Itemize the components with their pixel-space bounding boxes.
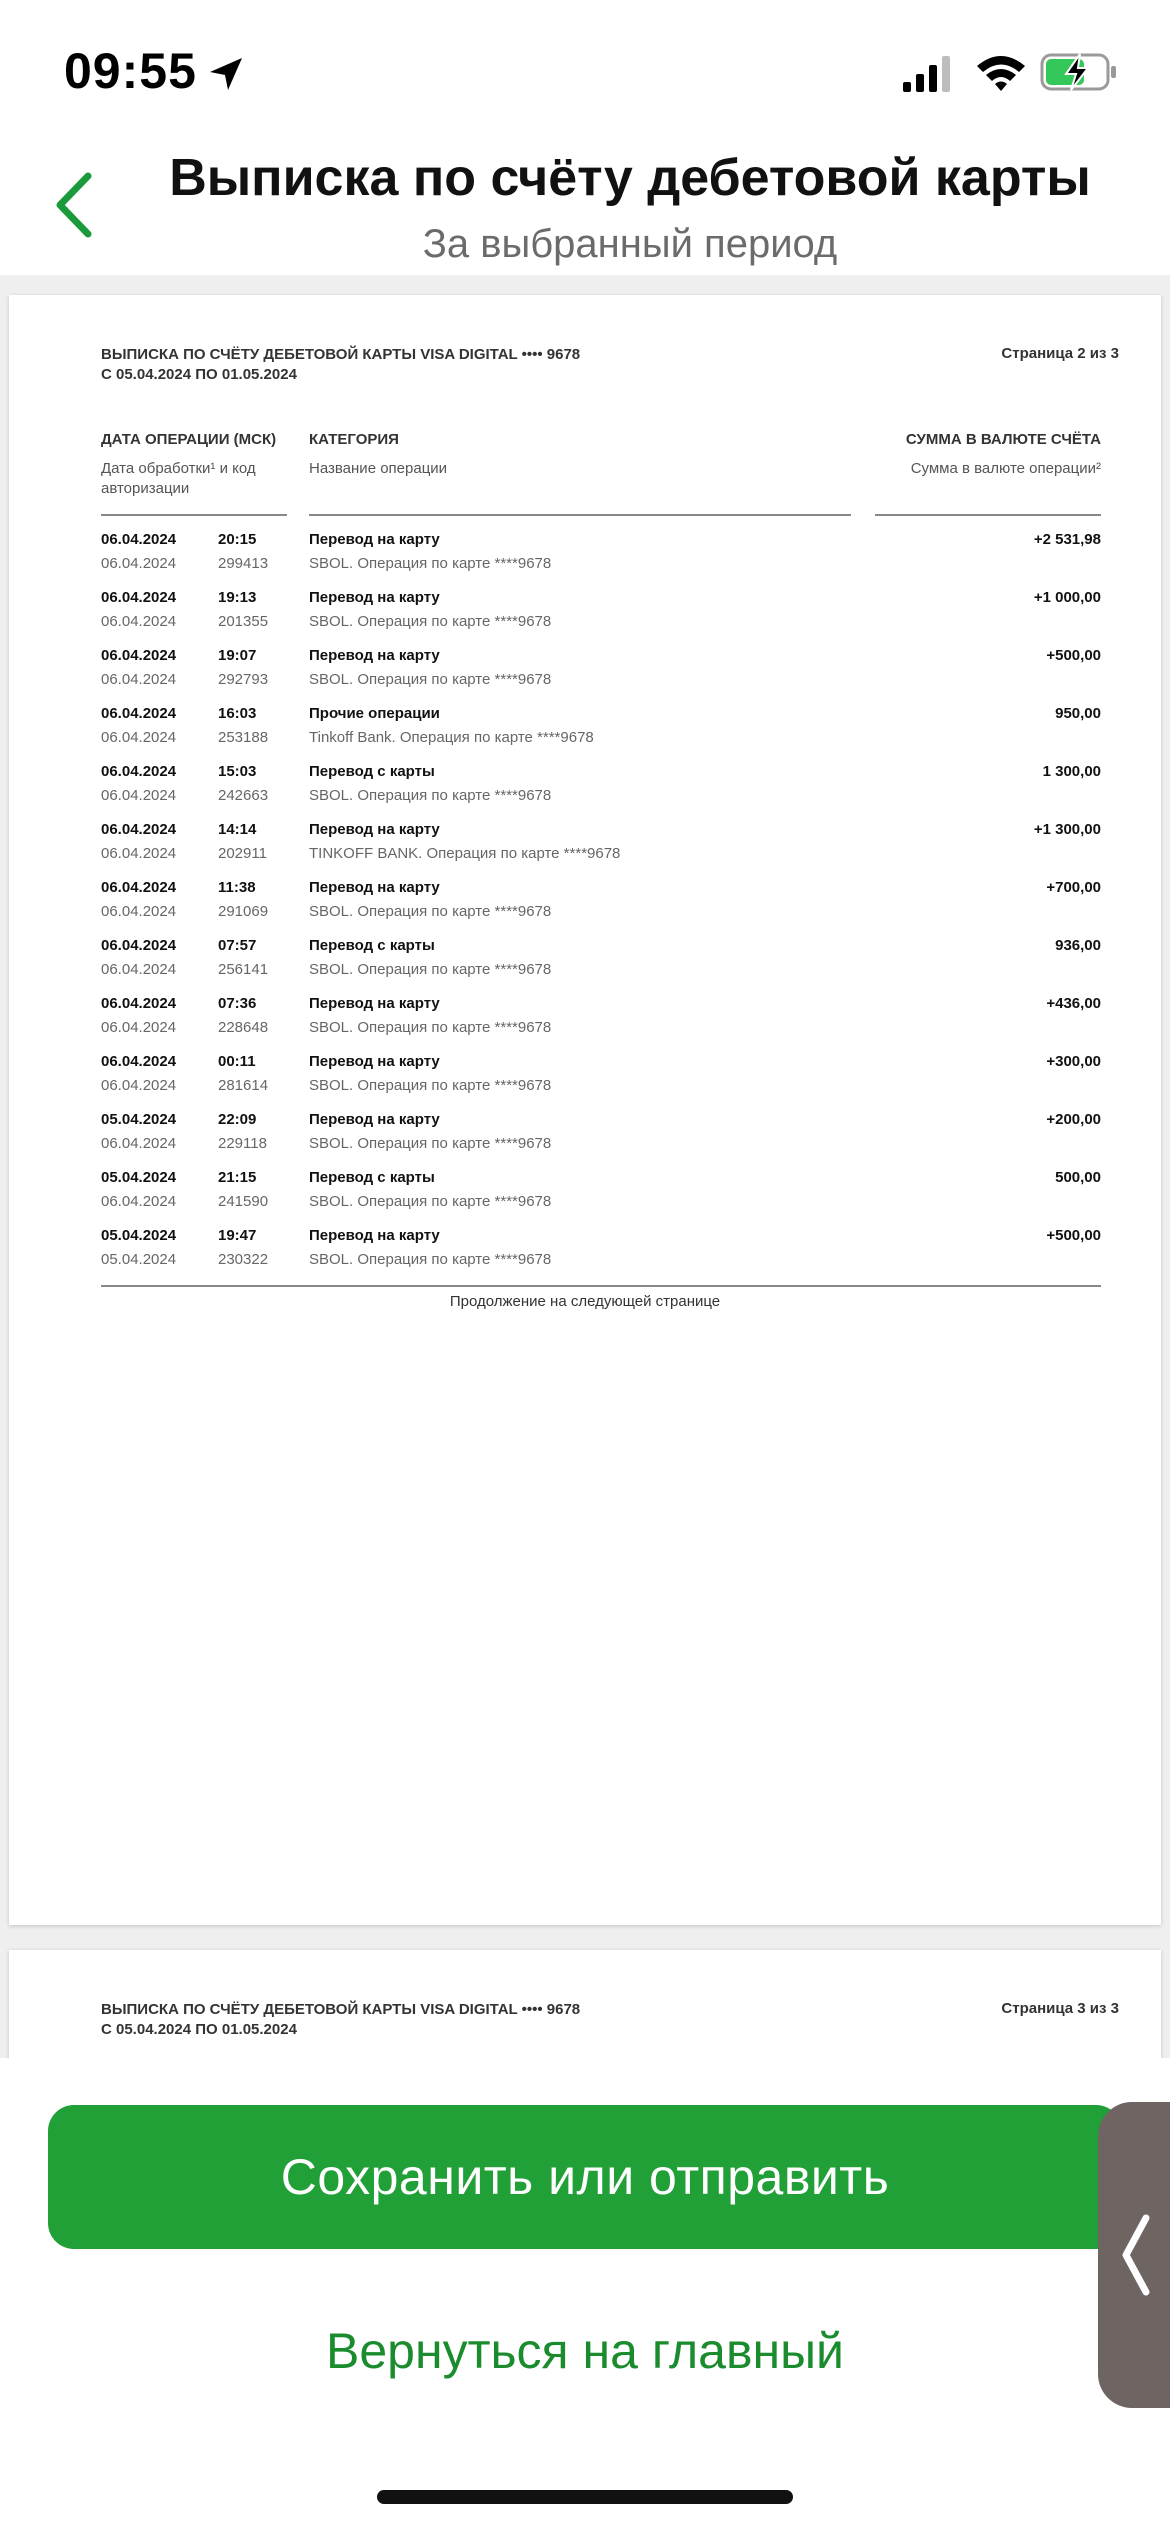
operation-amount: +500,00 <box>1046 647 1101 664</box>
save-or-send-button[interactable]: Сохранить или отправить <box>48 2105 1122 2249</box>
processing-date: 06.04.2024 <box>101 1135 177 1152</box>
date-column-subheader: Дата обработки¹ и код авторизации <box>101 460 256 497</box>
table-row <box>9 1111 1161 1169</box>
statement-heading <box>101 345 580 385</box>
status-bar <box>0 0 1170 140</box>
operation-amount: +1 300,00 <box>1033 821 1101 838</box>
operation-time: 14:14 <box>218 821 257 838</box>
operation-date: 06.04.2024 <box>101 1053 177 1070</box>
authorization-code: 299413 <box>218 555 269 572</box>
divider <box>875 514 1101 516</box>
authorization-code: 230322 <box>218 1251 269 1268</box>
operation-date: 06.04.2024 <box>101 531 177 548</box>
operation-date: 06.04.2024 <box>101 879 177 896</box>
operation-time: 22:09 <box>218 1111 257 1128</box>
continue-note: Продолжение на следующей странице <box>449 1293 721 1310</box>
processing-date: 06.04.2024 <box>101 1077 177 1094</box>
processing-date: 06.04.2024 <box>101 845 177 862</box>
operation-date: 06.04.2024 <box>101 821 177 838</box>
operation-category: Перевод с карты <box>309 763 435 780</box>
battery-charging-icon <box>1040 52 1118 92</box>
operation-description: SBOL. Операция по карте ****9678 <box>309 903 552 920</box>
operation-time: 21:15 <box>218 1169 257 1186</box>
authorization-code: 253188 <box>218 729 269 746</box>
back-chevron-icon[interactable] <box>50 170 98 240</box>
operation-time: 11:38 <box>218 879 256 896</box>
operation-time: 19:47 <box>218 1227 257 1244</box>
authorization-code: 201355 <box>218 613 269 630</box>
operation-category: Перевод с карты <box>309 1169 435 1186</box>
operation-category: Перевод на карту <box>309 1053 440 1070</box>
operation-date: 05.04.2024 <box>101 1111 177 1128</box>
table-row <box>9 937 1161 995</box>
operation-description: SBOL. Операция по карте ****9678 <box>309 1077 552 1094</box>
status-time: 09:55 <box>64 43 197 99</box>
operation-description: SBOL. Операция по карте ****9678 <box>309 961 552 978</box>
statement-heading-title: ВЫПИСКА ПО СЧЁТУ ДЕБЕТОВОЙ КАРТЫ VISA DIGITAL •••• 9678 <box>101 2001 581 2018</box>
operation-description: SBOL. Операция по карте ****9678 <box>309 1135 552 1152</box>
operation-time: 15:03 <box>218 763 257 780</box>
statement-heading-title: ВЫПИСКА ПО СЧЁТУ ДЕБЕТОВОЙ КАРТЫ VISA DIGITAL •••• 9678 <box>101 346 581 363</box>
operation-amount: 1 300,00 <box>1042 763 1101 780</box>
operation-time: 00:11 <box>218 1053 256 1070</box>
table-row <box>9 589 1161 647</box>
table-row <box>9 879 1161 937</box>
operation-date: 06.04.2024 <box>101 937 177 954</box>
operation-description: SBOL. Операция по карте ****9678 <box>309 555 552 572</box>
authorization-code: 281614 <box>218 1077 269 1094</box>
operation-amount: 936,00 <box>1055 937 1101 954</box>
operation-category: Перевод на карту <box>309 879 440 896</box>
divider <box>309 514 851 516</box>
operation-date: 05.04.2024 <box>101 1169 177 1186</box>
processing-date: 06.04.2024 <box>101 613 177 630</box>
operation-date: 06.04.2024 <box>101 647 177 664</box>
page-title: Выписка по счёту дебетовой карты <box>169 149 1091 207</box>
statement-heading-period: С 05.04.2024 ПО 01.05.2024 <box>101 2021 297 2038</box>
chevron-left-icon[interactable] <box>1118 2212 1152 2298</box>
category-column-header: КАТЕГОРИЯ <box>309 431 399 448</box>
operation-time: 19:07 <box>218 647 257 664</box>
operation-category: Прочие операции <box>309 705 440 722</box>
processing-date: 06.04.2024 <box>101 1019 177 1036</box>
authorization-code: 292793 <box>218 671 269 688</box>
home-indicator[interactable] <box>377 2490 793 2504</box>
table-row <box>9 705 1161 763</box>
operation-date: 06.04.2024 <box>101 705 177 722</box>
operation-category: Перевод на карту <box>309 821 440 838</box>
statement-page-2 <box>9 295 1161 1925</box>
processing-date: 06.04.2024 <box>101 671 177 688</box>
table-row <box>9 1227 1161 1285</box>
location-arrow-icon <box>206 54 246 94</box>
operation-amount: 500,00 <box>1055 1169 1101 1186</box>
operation-time: 07:36 <box>218 995 257 1012</box>
authorization-code: 242663 <box>218 787 269 804</box>
operation-description: TINKOFF BANK. Операция по карте ****9678 <box>309 845 621 862</box>
operation-time: 07:57 <box>218 937 257 954</box>
statement-heading <box>101 2000 580 2040</box>
operation-amount: +200,00 <box>1046 1111 1101 1128</box>
operation-date: 05.04.2024 <box>101 1227 177 1244</box>
table-row <box>9 1053 1161 1111</box>
table-row <box>9 647 1161 705</box>
operation-amount: +300,00 <box>1046 1053 1101 1070</box>
amount-column-subheader: Сумма в валюте операции² <box>910 460 1101 477</box>
processing-date: 06.04.2024 <box>101 1193 177 1210</box>
table-row <box>9 531 1161 589</box>
processing-date: 06.04.2024 <box>101 903 177 920</box>
processing-date: 06.04.2024 <box>101 555 177 572</box>
operation-category: Перевод на карту <box>309 531 440 548</box>
authorization-code: 291069 <box>218 903 269 920</box>
operation-description: SBOL. Операция по карте ****9678 <box>309 787 552 804</box>
operation-description: SBOL. Операция по карте ****9678 <box>309 1193 552 1210</box>
authorization-code: 256141 <box>218 961 269 978</box>
operation-amount: +1 000,00 <box>1033 589 1101 606</box>
operation-description: Tinkoff Bank. Операция по карте ****9678 <box>309 729 594 746</box>
operation-category: Перевод на карту <box>309 995 440 1012</box>
operation-category: Перевод на карту <box>309 1111 440 1128</box>
operation-date: 06.04.2024 <box>101 995 177 1012</box>
statement-document-viewer[interactable] <box>0 275 1170 2060</box>
return-home-button[interactable]: Вернуться на главный <box>326 2323 844 2379</box>
page-number: Страница 2 из 3 <box>1001 345 1119 362</box>
operation-amount: +500,00 <box>1046 1227 1101 1244</box>
amount-column-header: СУММА В ВАЛЮТЕ СЧЁТА <box>905 431 1101 448</box>
operation-date: 06.04.2024 <box>101 589 177 606</box>
operation-description: SBOL. Операция по карте ****9678 <box>309 613 552 630</box>
processing-date: 06.04.2024 <box>101 787 177 804</box>
operation-time: 20:15 <box>218 531 257 548</box>
table-row <box>9 995 1161 1053</box>
table-row <box>9 821 1161 879</box>
operation-amount: +2 531,98 <box>1033 531 1101 548</box>
authorization-code: 229118 <box>218 1135 267 1152</box>
operation-description: SBOL. Операция по карте ****9678 <box>309 1019 552 1036</box>
divider <box>101 1285 1101 1287</box>
cellular-signal-icon <box>903 56 951 92</box>
operation-amount: +436,00 <box>1046 995 1101 1012</box>
operation-description: SBOL. Операция по карте ****9678 <box>309 671 552 688</box>
statement-heading-period: С 05.04.2024 ПО 01.05.2024 <box>101 366 297 383</box>
processing-date: 06.04.2024 <box>101 961 177 978</box>
category-column-subheader: Название операции <box>309 460 448 477</box>
page-number: Страница 3 из 3 <box>1001 2000 1119 2017</box>
operation-amount: 950,00 <box>1055 705 1101 722</box>
operation-amount: +700,00 <box>1046 879 1101 896</box>
operation-category: Перевод с карты <box>309 937 435 954</box>
operation-time: 16:03 <box>218 705 257 722</box>
authorization-code: 202911 <box>218 845 267 862</box>
page-subtitle: За выбранный период <box>422 222 838 266</box>
table-row <box>9 1169 1161 1227</box>
operation-category: Перевод на карту <box>309 647 440 664</box>
operation-category: Перевод на карту <box>309 1227 440 1244</box>
date-column-header: ДАТА ОПЕРАЦИИ (МСК) <box>101 431 277 448</box>
processing-date: 06.04.2024 <box>101 729 177 746</box>
operation-category: Перевод на карту <box>309 589 440 606</box>
divider <box>101 514 287 516</box>
authorization-code: 228648 <box>218 1019 269 1036</box>
table-row <box>9 763 1161 821</box>
processing-date: 05.04.2024 <box>101 1251 177 1268</box>
operation-description: SBOL. Операция по карте ****9678 <box>309 1251 552 1268</box>
authorization-code: 241590 <box>218 1193 269 1210</box>
wifi-icon <box>975 52 1027 92</box>
operation-date: 06.04.2024 <box>101 763 177 780</box>
operation-time: 19:13 <box>218 589 257 606</box>
